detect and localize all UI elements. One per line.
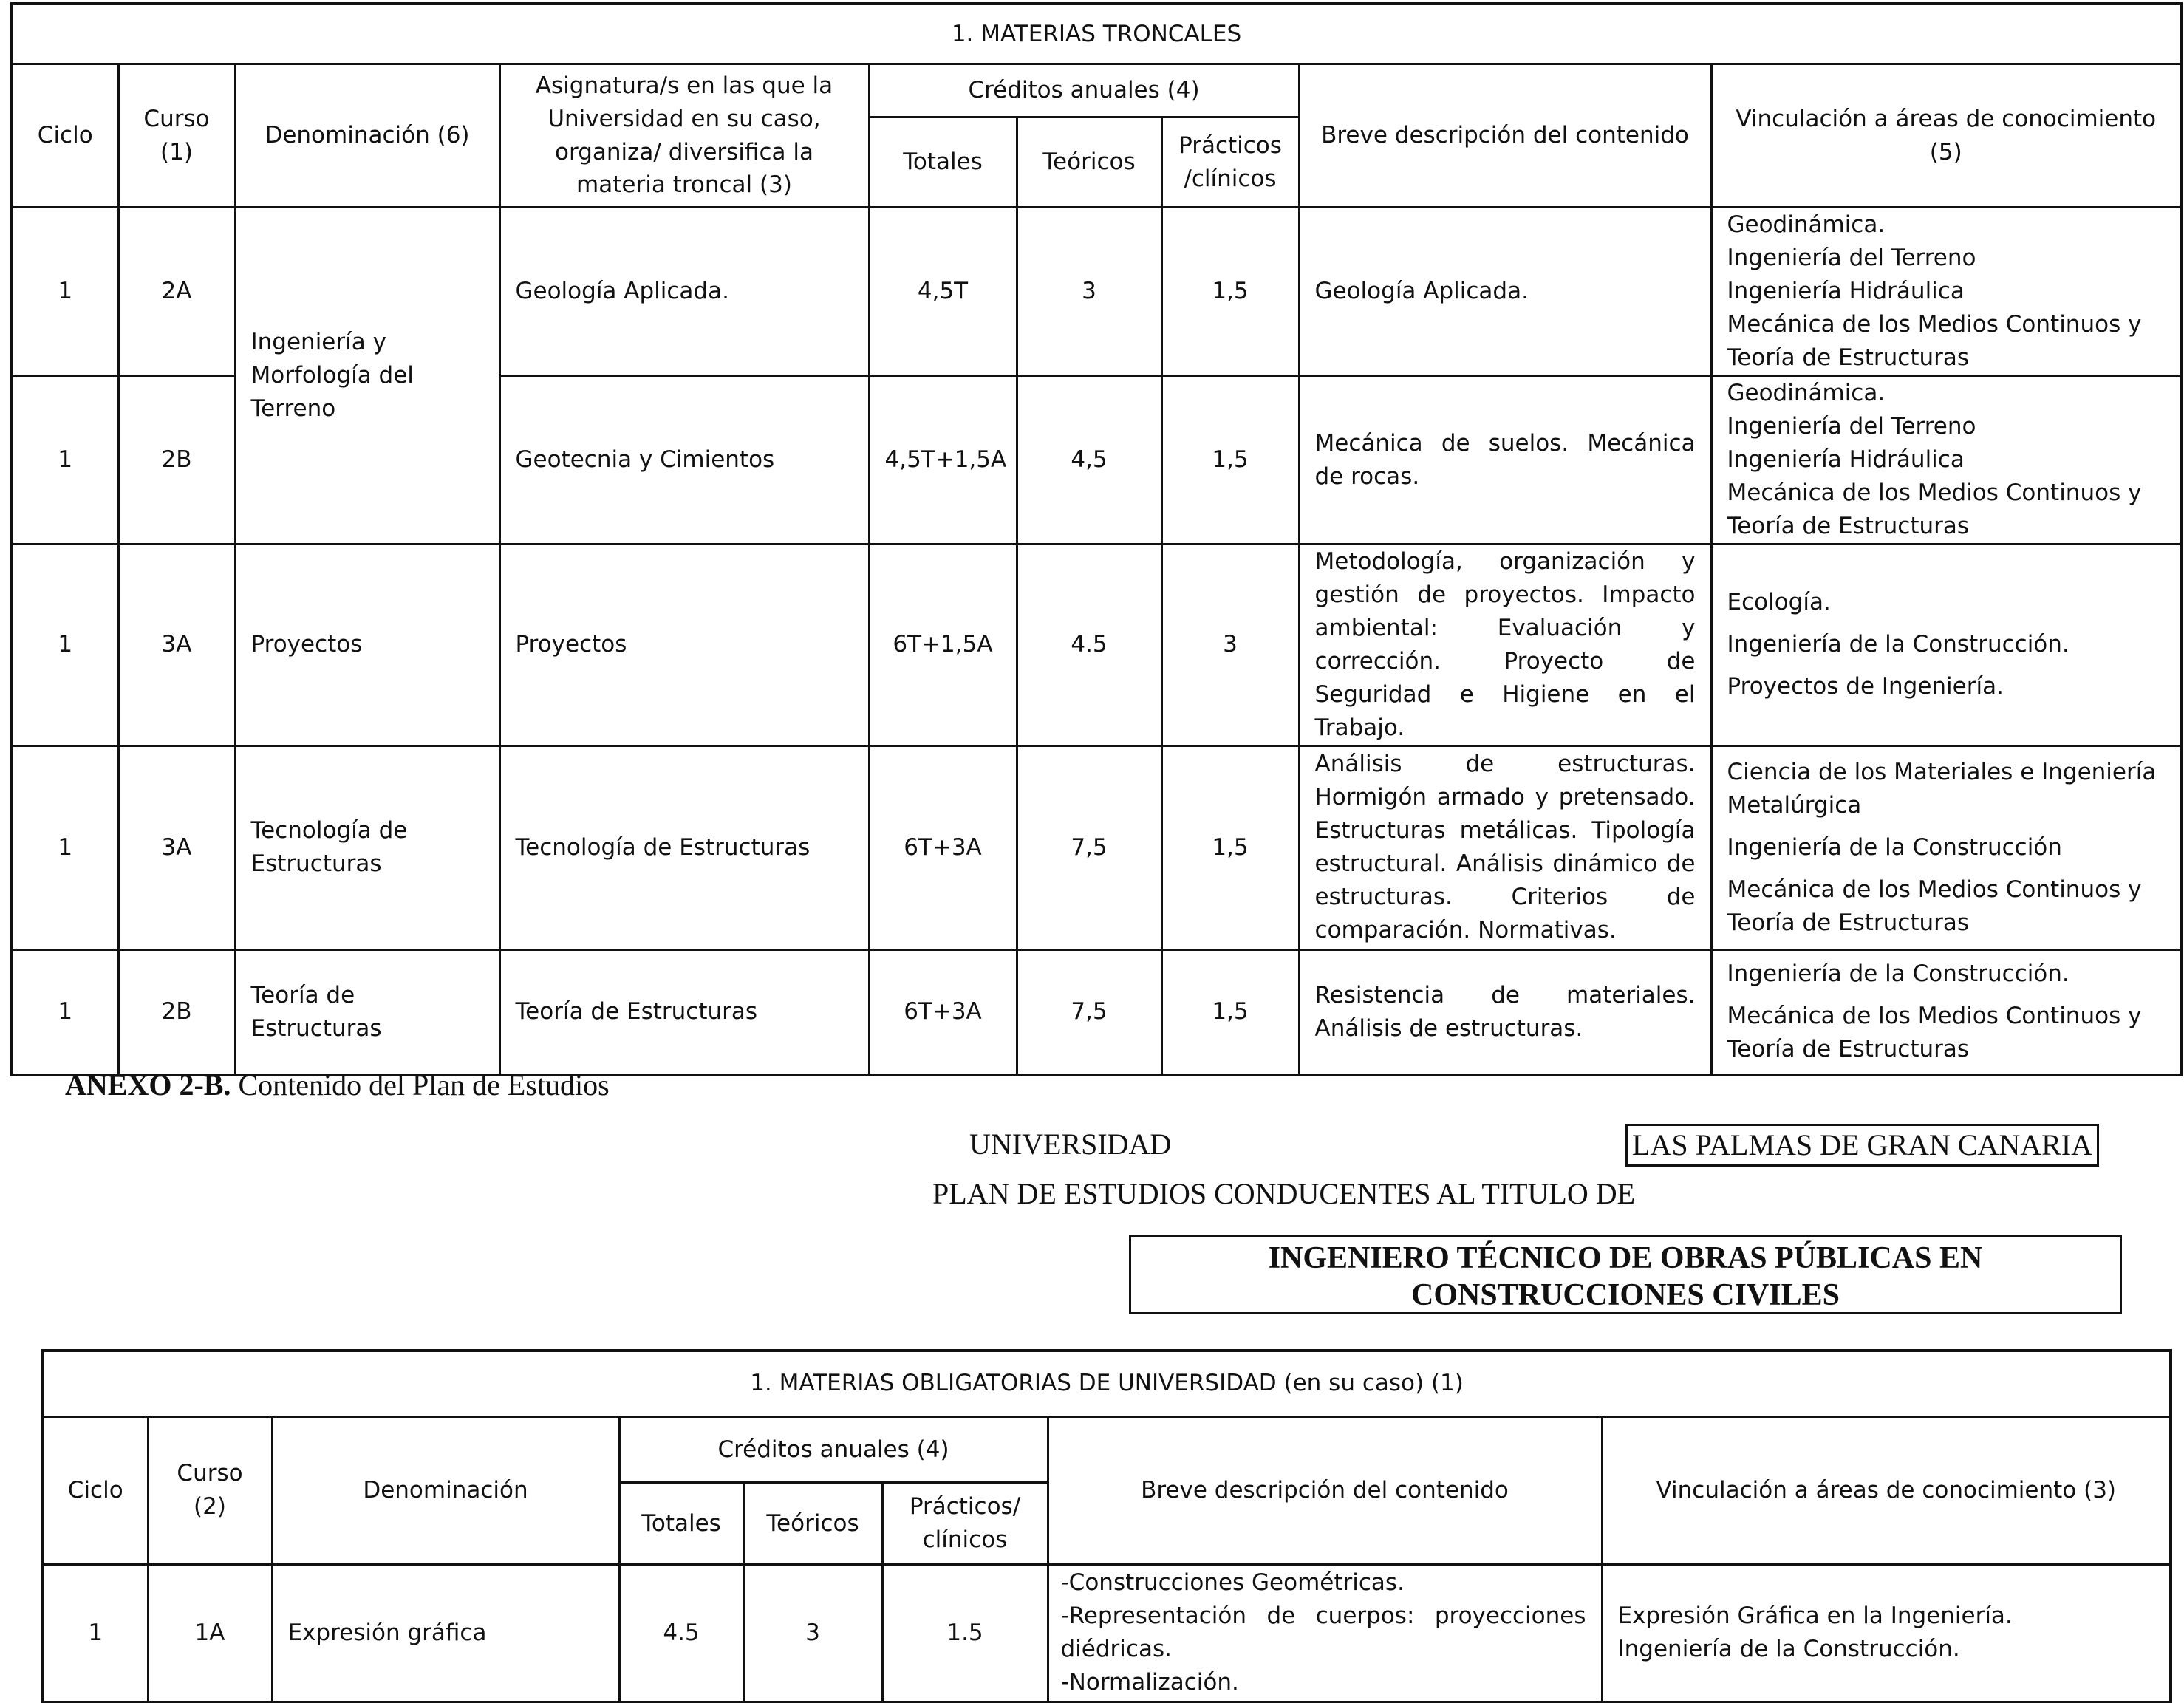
area-item: Ingeniería del Terreno [1727,413,1976,440]
cell-areas [1711,949,2181,1075]
header-teoricos: Teóricos [1017,117,1161,208]
header-ciclo: Ciclo [43,1416,148,1564]
troncales-title: 1. MATERIAS TRONCALES [12,4,2181,64]
cell-descripcion: Metodología, organización y gestión de proyectos. Impacto ambiental: Evaluación y corrección. Proyecto de Seguridad e Higiene en el Trabajo. [1299,545,1711,746]
cell-asignatura: Proyectos [499,545,869,746]
cell-descripcion [1048,1564,1602,1702]
area-item: Geodinámica. [1727,380,1886,406]
header-descripcion: Breve descripción del contenido [1299,64,1711,208]
cell-curso: 3A [118,745,235,949]
description-line: -Representación de cuerpos: proyecciones diédricas. [1060,1603,1586,1663]
area-item: Ingeniería de la Construcción. [1727,631,2069,658]
degree-title [1129,1235,2122,1314]
cell-teoricos: 3 [1017,208,1161,376]
header-vinculacion: Vinculación a áreas de conocimiento (5) [1711,64,2181,208]
cell-asignatura: Geotecnia y Cimientos [499,376,869,545]
troncales-table [10,2,2183,1076]
area-item: Mecánica de los Medios Continuos y Teoría de Estructuras [1727,479,2142,539]
area-item: Expresión Gráfica en la Ingeniería. [1617,1603,2013,1630]
area-item: Ecología. [1727,589,1831,616]
area-item: Mecánica de los Medios Continuos y Teoría de Estructuras [1727,1003,2142,1063]
annex-text: Contenido del Plan de Estudios [238,1068,610,1102]
cell-curso: 2B [118,949,235,1075]
universidad-value: LAS PALMAS DE GRAN CANARIA [1625,1124,2099,1167]
header-ciclo: Ciclo [12,64,118,208]
cell-asignatura: Teoría de Estructuras [499,949,869,1075]
cell-areas [1711,376,2181,545]
cell-ciclo: 1 [43,1564,148,1702]
cell-totales: 4,5T+1,5A [869,376,1017,545]
cell-practicos: 1.5 [882,1564,1048,1702]
cell-practicos: 1,5 [1161,376,1299,545]
cell-ciclo: 1 [12,208,118,376]
cell-denominacion: Teoría de Estructuras [235,949,499,1075]
cell-practicos: 1,5 [1161,745,1299,949]
cell-ciclo: 1 [12,949,118,1075]
cell-practicos: 1,5 [1161,949,1299,1075]
obligatorias-title: 1. MATERIAS OBLIGATORIAS DE UNIVERSIDAD (en su caso) (1) [43,1351,2171,1416]
header-creditos: Créditos anuales (4) [869,64,1299,117]
cell-areas [1711,745,2181,949]
cell-practicos: 3 [1161,545,1299,746]
table-row [43,1564,2171,1702]
cell-areas [1711,545,2181,746]
cell-curso: 2A [118,208,235,376]
header-curso: Curso (1) [118,64,235,208]
area-item: Mecánica de los Medios Continuos y Teoría de Estructuras [1727,876,2142,936]
cell-areas [1711,208,2181,376]
header-creditos: Créditos anuales (4) [619,1416,1048,1483]
cell-descripcion: Resistencia de materiales. Análisis de estructuras. [1299,949,1711,1075]
cell-teoricos: 7,5 [1017,745,1161,949]
annex-label: ANEXO 2-B. [65,1068,231,1102]
cell-teoricos: 7,5 [1017,949,1161,1075]
universidad-label: UNIVERSIDAD [969,1127,1172,1161]
table-row [12,949,2181,1075]
obligatorias-table [41,1349,2172,1703]
cell-curso: 2B [118,376,235,545]
cell-descripcion: Análisis de estructuras. Hormigón armado y pretensado. Estructuras metálicas. Tipología estructural. Análisis dinámico de estructuras. Criterios de comparación. Normativas. [1299,745,1711,949]
header-denominacion: Denominación [272,1416,619,1564]
table-row [12,208,2181,376]
cell-ciclo: 1 [12,545,118,746]
header-asignatura: Asignatura/s en las que la Universidad en su caso, organiza/ diversifica la materia troncal (3) [499,64,869,208]
header-denominacion: Denominación (6) [235,64,499,208]
cell-ciclo: 1 [12,376,118,545]
cell-asignatura: Geología Aplicada. [499,208,869,376]
header-teoricos: Teóricos [743,1483,882,1564]
cell-asignatura: Tecnología de Estructuras [499,745,869,949]
area-item: Proyectos de Ingeniería. [1727,673,2004,700]
area-item: Ingeniería del Terreno [1727,245,1976,271]
cell-totales: 6T+3A [869,745,1017,949]
cell-ciclo: 1 [12,745,118,949]
cell-totales: 6T+3A [869,949,1017,1075]
description-line: -Construcciones Geométricas. [1060,1569,1405,1597]
cell-areas [1602,1564,2171,1702]
area-item: Mecánica de los Medios Continuos y Teoría de Estructuras [1727,311,2142,371]
header-descripcion: Breve descripción del contenido [1048,1416,1602,1564]
header-vinculacion: Vinculación a áreas de conocimiento (3) [1602,1416,2171,1564]
cell-curso: 1A [148,1564,272,1702]
cell-totales: 4.5 [619,1564,743,1702]
header-totales: Totales [869,117,1017,208]
header-totales: Totales [619,1483,743,1564]
area-item: Ingeniería de la Construcción. [1727,960,2069,988]
cell-practicos: 1,5 [1161,208,1299,376]
degree-line-1: INGENIERO TÉCNICO DE OBRAS PÚBLICAS EN [1268,1241,1983,1275]
table-row [12,745,2181,949]
table-row [12,545,2181,746]
cell-descripcion: Mecánica de suelos. Mecánica de rocas. [1299,376,1711,545]
description-line: -Normalización. [1060,1669,1239,1696]
cell-denominacion: Tecnología de Estructuras [235,745,499,949]
cell-denominacion: Expresión gráfica [272,1564,619,1702]
area-item: Ingeniería Hidráulica [1727,278,1965,304]
cell-denominacion: Proyectos [235,545,499,746]
area-item: Geodinámica. [1727,211,1886,238]
header-curso: Curso (2) [148,1416,272,1564]
cell-totales: 6T+1,5A [869,545,1017,746]
area-item: Ingeniería de la Construcción [1727,833,2062,861]
plan-label: PLAN DE ESTUDIOS CONDUCENTES AL TITULO DE [932,1177,1636,1210]
cell-denominacion: Ingeniería y Morfología del Terreno [235,208,499,545]
cell-teoricos: 4,5 [1017,376,1161,545]
cell-descripcion: Geología Aplicada. [1299,208,1711,376]
annex-heading [65,1068,610,1102]
cell-totales: 4,5T [869,208,1017,376]
cell-teoricos: 3 [743,1564,882,1702]
header-practicos: Prácticos /clínicos [1161,117,1299,208]
cell-curso: 3A [118,545,235,746]
area-item: Ciencia de los Materiales e Ingeniería Metalúrgica [1727,758,2157,819]
header-practicos: Prácticos/ clínicos [882,1483,1048,1564]
area-item: Ingeniería Hidráulica [1727,446,1965,473]
degree-line-2: CONSTRUCCIONES CIVILES [1411,1278,1840,1312]
area-item: Ingeniería de la Construcción. [1617,1636,1960,1663]
cell-teoricos: 4.5 [1017,545,1161,746]
